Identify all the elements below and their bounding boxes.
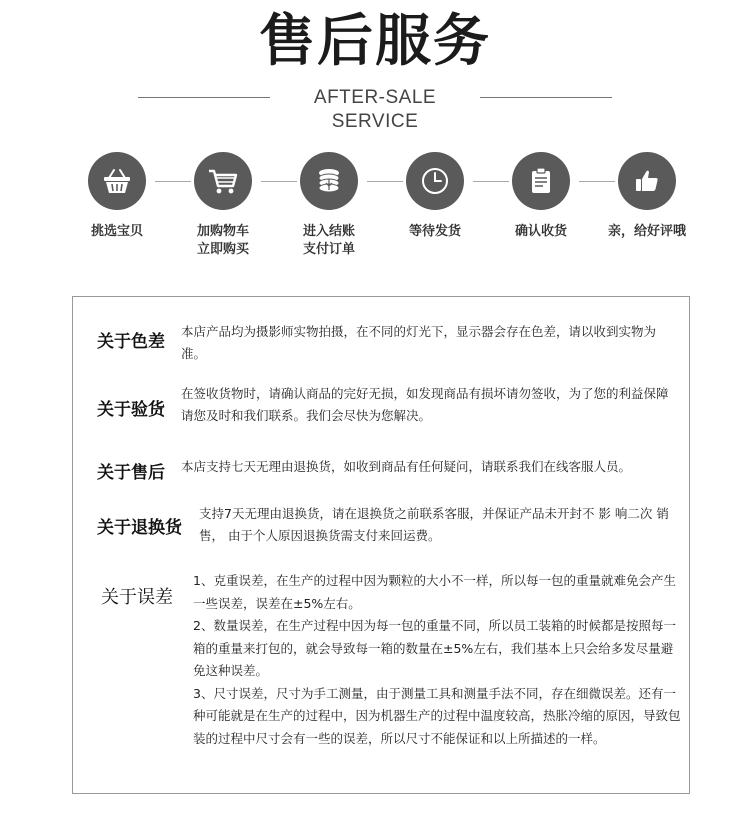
shopping-cart-icon: [194, 152, 252, 210]
step-wait-shipping: [380, 152, 490, 241]
policy-text: 本店支持七天无理由退换货，如收到商品有任何疑问，请联系我们在线客服人员。: [181, 459, 632, 474]
step-label-line2: 立即购买: [196, 242, 249, 257]
policy-body-errors: [193, 570, 685, 750]
policy-heading-aftersale: 关于售后: [97, 463, 165, 483]
policy-body-inspection: [181, 383, 669, 427]
policy-body-color: [181, 321, 669, 365]
policy-text: 2、数量误差，在生产过程中因为每一包的重量不同，所以员工装箱的时候都是按照每一箱的重量来打包的，就会导致每一箱的数量在±5%左右，我们基本上只会给多发尽量避免这种误差。: [193, 618, 676, 678]
policy-body-aftersale: [181, 456, 669, 478]
step-label-line1: 亲，给好评哦: [607, 224, 686, 239]
policy-text: 1、克重误差，在生产的过程中因为颗粒的大小不一样，所以每一包的重量就难免会产生一些误差，误差在±5%左右。: [193, 573, 676, 611]
step-add-to-cart: [168, 152, 278, 259]
policy-heading-inspection: 关于验货: [97, 400, 165, 420]
clipboard-icon: [512, 152, 570, 210]
step-give-review: [592, 152, 702, 241]
policy-heading-errors: 关于误差: [101, 587, 173, 608]
basket-icon: [88, 152, 146, 210]
subtitle-divider-right: [480, 97, 612, 98]
subtitle-row: [138, 86, 612, 132]
policy-heading-returns: 关于退换货: [97, 518, 182, 538]
step-label-line1: 进入结账: [302, 224, 355, 239]
page-title: 售后服务: [259, 9, 491, 74]
step-label-line1: 挑选宝贝: [90, 224, 143, 239]
subtitle-divider-left: [138, 97, 270, 98]
coins-icon: [300, 152, 358, 210]
step-pick-items: [62, 152, 172, 241]
purchase-steps: [0, 152, 750, 262]
policy-text: 本店产品均为摄影师实物拍摄，在不同的灯光下，显示器会存在色差，请以收到实物为准。: [181, 324, 657, 361]
step-label-line1: 确认收货: [514, 224, 567, 239]
thumbs-up-icon: [618, 152, 676, 210]
policy-text: 支持7天无理由退换货，请在退换货之前联系客服，并保证产品未开封不 影 响二次 销售， 由于个人原因退换货需支付来回运费。: [199, 506, 669, 543]
page-subtitle: AFTER-SALE SERVICE: [313, 87, 437, 132]
step-checkout: [274, 152, 384, 259]
step-label-line1: 加购物车: [196, 224, 249, 239]
policy-heading-color: 关于色差: [97, 332, 165, 352]
policy-text: 3、尺寸误差，尺寸为手工测量，由于测量工具和测量手法不同，存在细微误差。还有一种可能就是在生产的过程中，因为机器生产的过程中温度较高，热胀冷缩的原因，导致包装的过程中尺寸会有一些的误差，所以尺寸不能保证和以上所描述的一样。: [193, 685, 681, 746]
policy-box: [72, 296, 690, 794]
clock-icon: [406, 152, 464, 210]
step-confirm-receipt: [486, 152, 596, 241]
step-label-line2: 支付订单: [302, 242, 355, 257]
step-label-line1: 等待发货: [408, 224, 461, 239]
policy-body-returns: [199, 503, 669, 547]
policy-text: 在签收货物时，请确认商品的完好无损，如发现商品有损坏请勿签收，为了您的利益保障请您及时和我们联系。我们会尽快为您解决。: [181, 386, 669, 423]
